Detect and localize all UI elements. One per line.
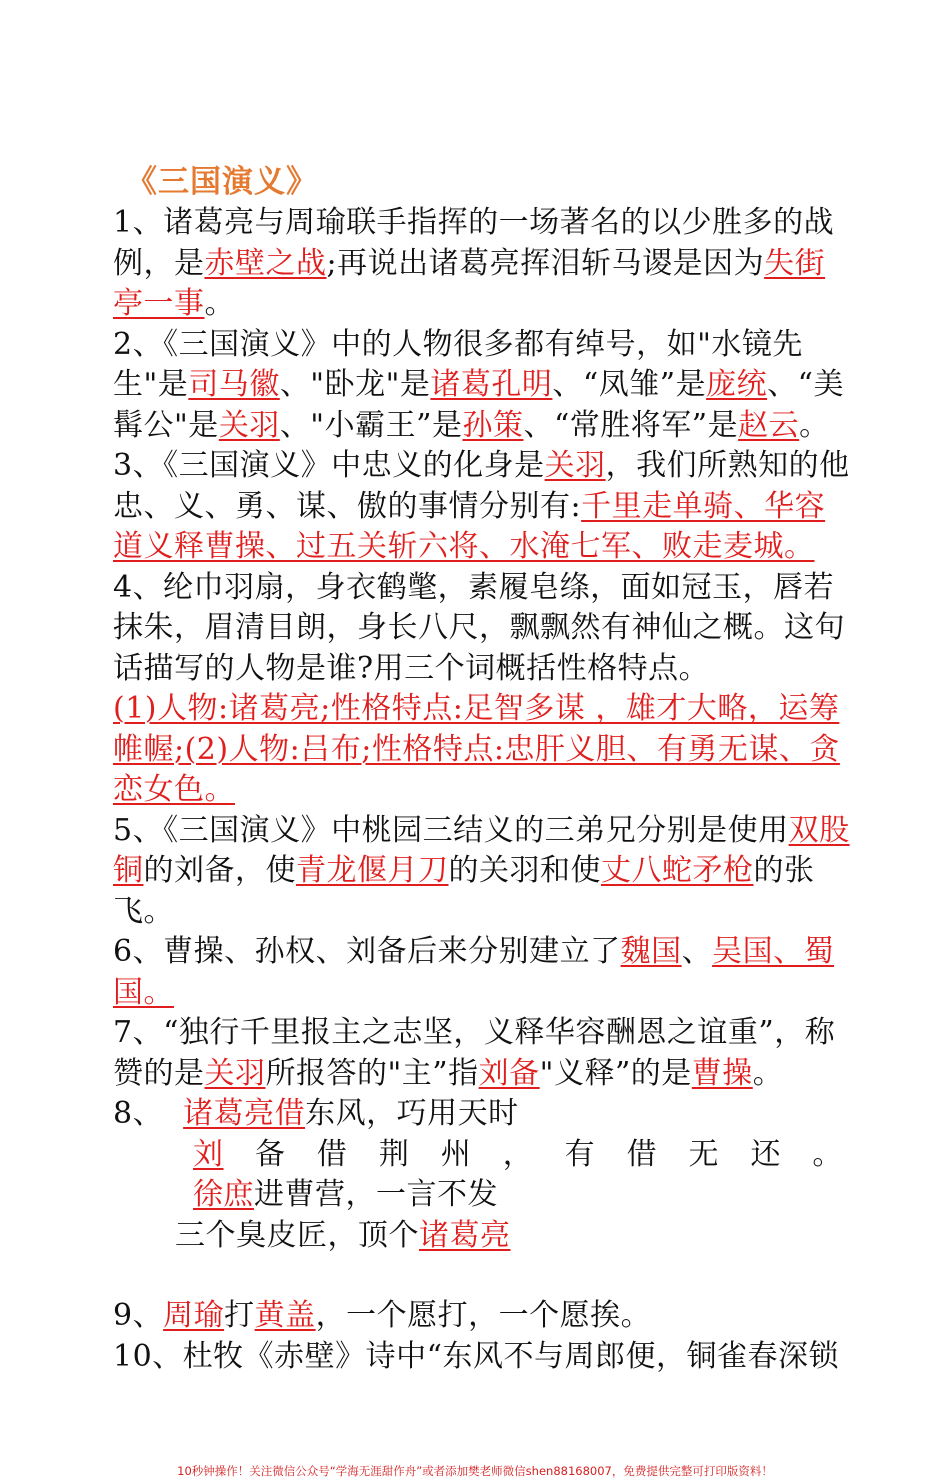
answer: 失街亭一事 bbox=[113, 245, 826, 321]
question-2: 2、《三国演义》中的人物很多都有绰号，如"水镜先生"是司马徽、"卧龙"是诸葛孔明、“凤雏”是庞统、“美髯公"是关羽、"小霸王”是孙策、“常胜将军”是赵云。 bbox=[113, 326, 844, 443]
q8-line-4: 三个臭皮匠，顶个诸葛亮 bbox=[175, 1217, 511, 1253]
answer: 关羽 bbox=[218, 407, 280, 443]
answer: 双股铜 bbox=[113, 812, 850, 888]
answer: 千里走单骑、华容道义释曹操、过五关斩六将、水淹七军、败走麦城。 bbox=[113, 488, 826, 564]
question-6: 6、曹操、孙权、刘备后来分别建立了魏国、吴国、蜀国。 bbox=[113, 934, 835, 1010]
answer: 青龙偃月刀 bbox=[296, 853, 449, 888]
answer: 徐庶 bbox=[193, 1177, 254, 1212]
q8-line-2: 刘 备 借 荆 州 ， 有 借 无 还 。 bbox=[113, 1135, 843, 1176]
question-10: 10、杜牧《赤壁》诗中“东风不与周郎便，铜雀春深锁 bbox=[113, 1338, 840, 1374]
answer: 刘备 bbox=[478, 1055, 540, 1091]
question-5: 5、《三国演义》中桃园三结义的三弟兄分别是使用双股铜的刘备，使青龙偃月刀的关羽和使丈八蛇矛枪的张飞。 bbox=[113, 812, 850, 929]
answer: 赤壁之战 bbox=[204, 245, 327, 281]
answer: (1)人物:诸葛亮;性格特点:足智多谋 ，雄才大略，运筹帷幄;(2)人物:吕布;性格特点:忠肝义胆、有勇无谋、贪恋女色。 bbox=[113, 691, 840, 807]
answer: 庞统 bbox=[706, 367, 768, 402]
answer: 吴国、蜀国。 bbox=[113, 934, 835, 1010]
answer: 丈八蛇矛枪 bbox=[601, 853, 754, 888]
answer: 关羽 bbox=[544, 448, 606, 483]
answer: 曹操 bbox=[691, 1055, 753, 1091]
answer: 诸葛亮借 bbox=[183, 1096, 306, 1131]
footer-banner: 10秒钟操作！关注微信公众号“学海无涯甜作舟”或者添加樊老师微信shen88168007，免费提供完整可打印版资料！ bbox=[177, 1464, 773, 1478]
answer: 孙策 bbox=[462, 407, 524, 443]
answer: 黄盖 bbox=[254, 1298, 316, 1333]
answer: 周瑜 bbox=[163, 1298, 225, 1333]
question-1: 1、诸葛亮与周瑜联手指挥的一场著名的以少胜多的战例，是赤壁之战;再说出诸葛亮挥泪斩马谡是因为失街亭一事。 bbox=[113, 205, 835, 321]
q8-line-1: 8、 诸葛亮借东风，巧用天时 bbox=[113, 1096, 519, 1131]
answer: 魏国 bbox=[620, 934, 682, 969]
document-title: 《三国演义》 bbox=[126, 164, 318, 200]
answer: 司马徽 bbox=[188, 367, 280, 402]
answer: 诸葛孔明 bbox=[430, 367, 553, 402]
answer: 赵云 bbox=[738, 407, 800, 443]
question-7: 7、“独行千里报主之志坚，义释华容酬恩之谊重”，称赞的是关羽所报答的"主”指刘备"义释”的是曹操。 bbox=[113, 1015, 836, 1091]
q8-line-3: 徐庶进曹营，一言不发 bbox=[193, 1177, 498, 1212]
answer: 诸葛亮 bbox=[419, 1217, 511, 1253]
question-3: 3、《三国演义》中忠义的化身是关羽，我们所熟知的他忠、义、勇、谋、傲的事情分别有:千里走单骑、华容道义释曹操、过五关斩六将、水淹七军、败走麦城。 bbox=[113, 448, 850, 564]
question-list bbox=[113, 203, 853, 1377]
answer: 刘 bbox=[193, 1136, 224, 1172]
question-4: 4、纶巾羽扇，身衣鹤氅，素履皂绦，面如冠玉，唇若抹朱，眉清目朗，身长八尺，飘飘然有神仙之概。这句话描写的人物是谁?用三个词概括性格特点。 (1)人物:诸葛亮;性格特点:足智多谋 ，雄才大略，运筹帷幄;(2)人物:吕布;性格特点:忠肝义胆、有勇无谋、贪恋女色。 bbox=[113, 569, 845, 807]
answer: 关羽 bbox=[204, 1055, 266, 1091]
question-8 bbox=[113, 1094, 853, 1256]
question-9: 9、周瑜打黄盖，一个愿打，一个愿挨。 bbox=[113, 1298, 652, 1333]
